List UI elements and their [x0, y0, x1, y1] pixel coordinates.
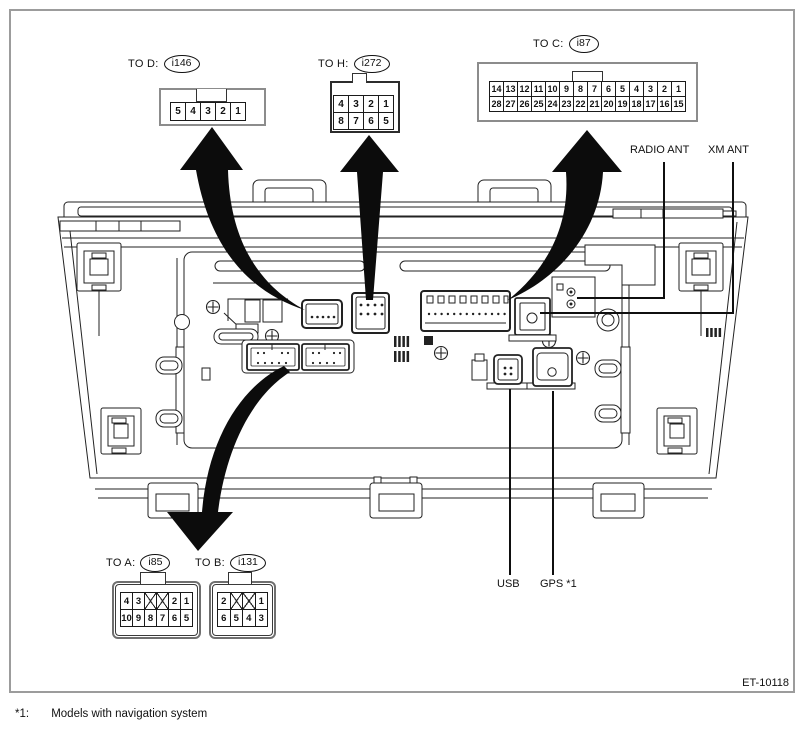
label-to-a-ref: i85: [140, 554, 170, 572]
label-to-b: [195, 554, 266, 572]
pin-cell: 7: [348, 112, 364, 130]
pin-row: [333, 112, 394, 130]
pin-cell: 2: [168, 592, 181, 610]
label-to-a-text: TO A:: [106, 557, 136, 569]
pin-cell: 1: [230, 102, 246, 121]
pin-cell: 10: [120, 609, 133, 627]
label-to-c-text: TO C:: [533, 38, 564, 50]
label-to-h-text: TO H:: [318, 58, 349, 70]
radio-ant-label: RADIO ANT: [630, 144, 690, 156]
label-to-a: [106, 554, 170, 572]
pin-cell: 25: [531, 96, 546, 112]
pin-cell: 4: [333, 95, 349, 113]
label-to-h: [318, 55, 390, 73]
pin-cell: 9: [132, 609, 145, 627]
pin-cell: 5: [170, 102, 186, 121]
pin-cell: 3: [132, 592, 145, 610]
pin-cell: 14: [489, 81, 504, 97]
pin-cell: 5: [180, 609, 193, 627]
label-to-d: [128, 55, 200, 73]
pin-grid-to-h: [333, 95, 394, 130]
pin-cell: 15: [671, 96, 686, 112]
pin-cell: 3: [200, 102, 216, 121]
pinout-box-to-a: [112, 581, 201, 639]
connector-key-tab: [352, 73, 367, 83]
pin-cell: 16: [657, 96, 672, 112]
pin-cell: 2: [657, 81, 672, 97]
pin-cell: 7: [587, 81, 602, 97]
pin-cell: 21: [587, 96, 602, 112]
pin-cell-blocked: [242, 592, 256, 610]
pin-cell: 1: [378, 95, 394, 113]
pin-cell: 5: [230, 609, 244, 627]
pinout-box-to-h: [330, 81, 400, 133]
pin-cell: 13: [503, 81, 518, 97]
pin-row: [120, 592, 193, 610]
usb-label: USB: [497, 578, 520, 590]
footnote-text: Models with navigation system: [51, 708, 208, 720]
pin-cell: 28: [489, 96, 504, 112]
pin-row: [217, 609, 268, 627]
label-to-b-text: TO B:: [195, 557, 226, 569]
pin-cell: 1: [671, 81, 686, 97]
pin-cell: 8: [144, 609, 157, 627]
pin-cell: 26: [517, 96, 532, 112]
label-to-c: [533, 35, 599, 53]
pin-cell: 20: [601, 96, 616, 112]
figure-code: ET-10118: [742, 677, 789, 689]
pin-row: [120, 609, 193, 627]
pin-cell: 17: [643, 96, 658, 112]
pin-grid-to-a: [120, 592, 193, 627]
pin-cell: 2: [363, 95, 379, 113]
pin-cell: 6: [363, 112, 379, 130]
pin-cell: 10: [545, 81, 560, 97]
pin-cell: 22: [573, 96, 588, 112]
pinout-box-to-c: [477, 62, 698, 122]
pin-cell: 6: [601, 81, 616, 97]
pin-grid-to-d: [170, 102, 246, 121]
pin-cell: 1: [180, 592, 193, 610]
pin-cell: 8: [573, 81, 588, 97]
pin-cell: 18: [629, 96, 644, 112]
pin-row: [489, 81, 686, 97]
footnote-marker: *1:: [15, 708, 30, 720]
gps-label: GPS *1: [540, 578, 577, 590]
pin-row: [170, 102, 246, 121]
label-to-c-ref: i87: [569, 35, 599, 53]
pin-row: [333, 95, 394, 113]
pin-cell: 3: [255, 609, 269, 627]
pin-cell: 3: [348, 95, 364, 113]
pin-cell: 23: [559, 96, 574, 112]
pin-cell: 1: [255, 592, 269, 610]
pin-cell: 24: [545, 96, 560, 112]
pin-grid-to-b: [217, 592, 268, 627]
pin-cell: 19: [615, 96, 630, 112]
pin-cell: 7: [156, 609, 169, 627]
pin-cell: 4: [185, 102, 201, 121]
label-to-h-ref: i272: [354, 55, 390, 73]
pin-cell: 6: [217, 609, 231, 627]
connector-key-tab: [228, 572, 252, 584]
pin-cell: 2: [217, 592, 231, 610]
pin-cell: 4: [629, 81, 644, 97]
xm-ant-label: XM ANT: [708, 144, 749, 156]
pin-cell: 6: [168, 609, 181, 627]
pin-cell: 2: [215, 102, 231, 121]
pin-cell: 9: [559, 81, 574, 97]
pin-cell: 5: [378, 112, 394, 130]
footnote: [15, 708, 207, 720]
pin-cell: 5: [615, 81, 630, 97]
pin-cell: 11: [531, 81, 546, 97]
pin-cell: 12: [517, 81, 532, 97]
pin-row: [217, 592, 268, 610]
connector-key-tab: [140, 572, 166, 584]
label-to-d-text: TO D:: [128, 58, 159, 70]
connector-key-tab: [196, 89, 227, 102]
pinout-box-to-b: [209, 581, 276, 639]
pin-grid-to-c: [489, 81, 686, 112]
pin-cell-blocked: [230, 592, 244, 610]
pin-cell: 4: [242, 609, 256, 627]
label-to-b-ref: i131: [230, 554, 266, 572]
pin-cell: 8: [333, 112, 349, 130]
label-to-d-ref: i146: [164, 55, 200, 73]
pin-cell: 4: [120, 592, 133, 610]
pin-row: [489, 96, 686, 112]
pin-cell: 3: [643, 81, 658, 97]
pin-cell: 27: [503, 96, 518, 112]
pinout-box-to-d: [159, 88, 266, 126]
